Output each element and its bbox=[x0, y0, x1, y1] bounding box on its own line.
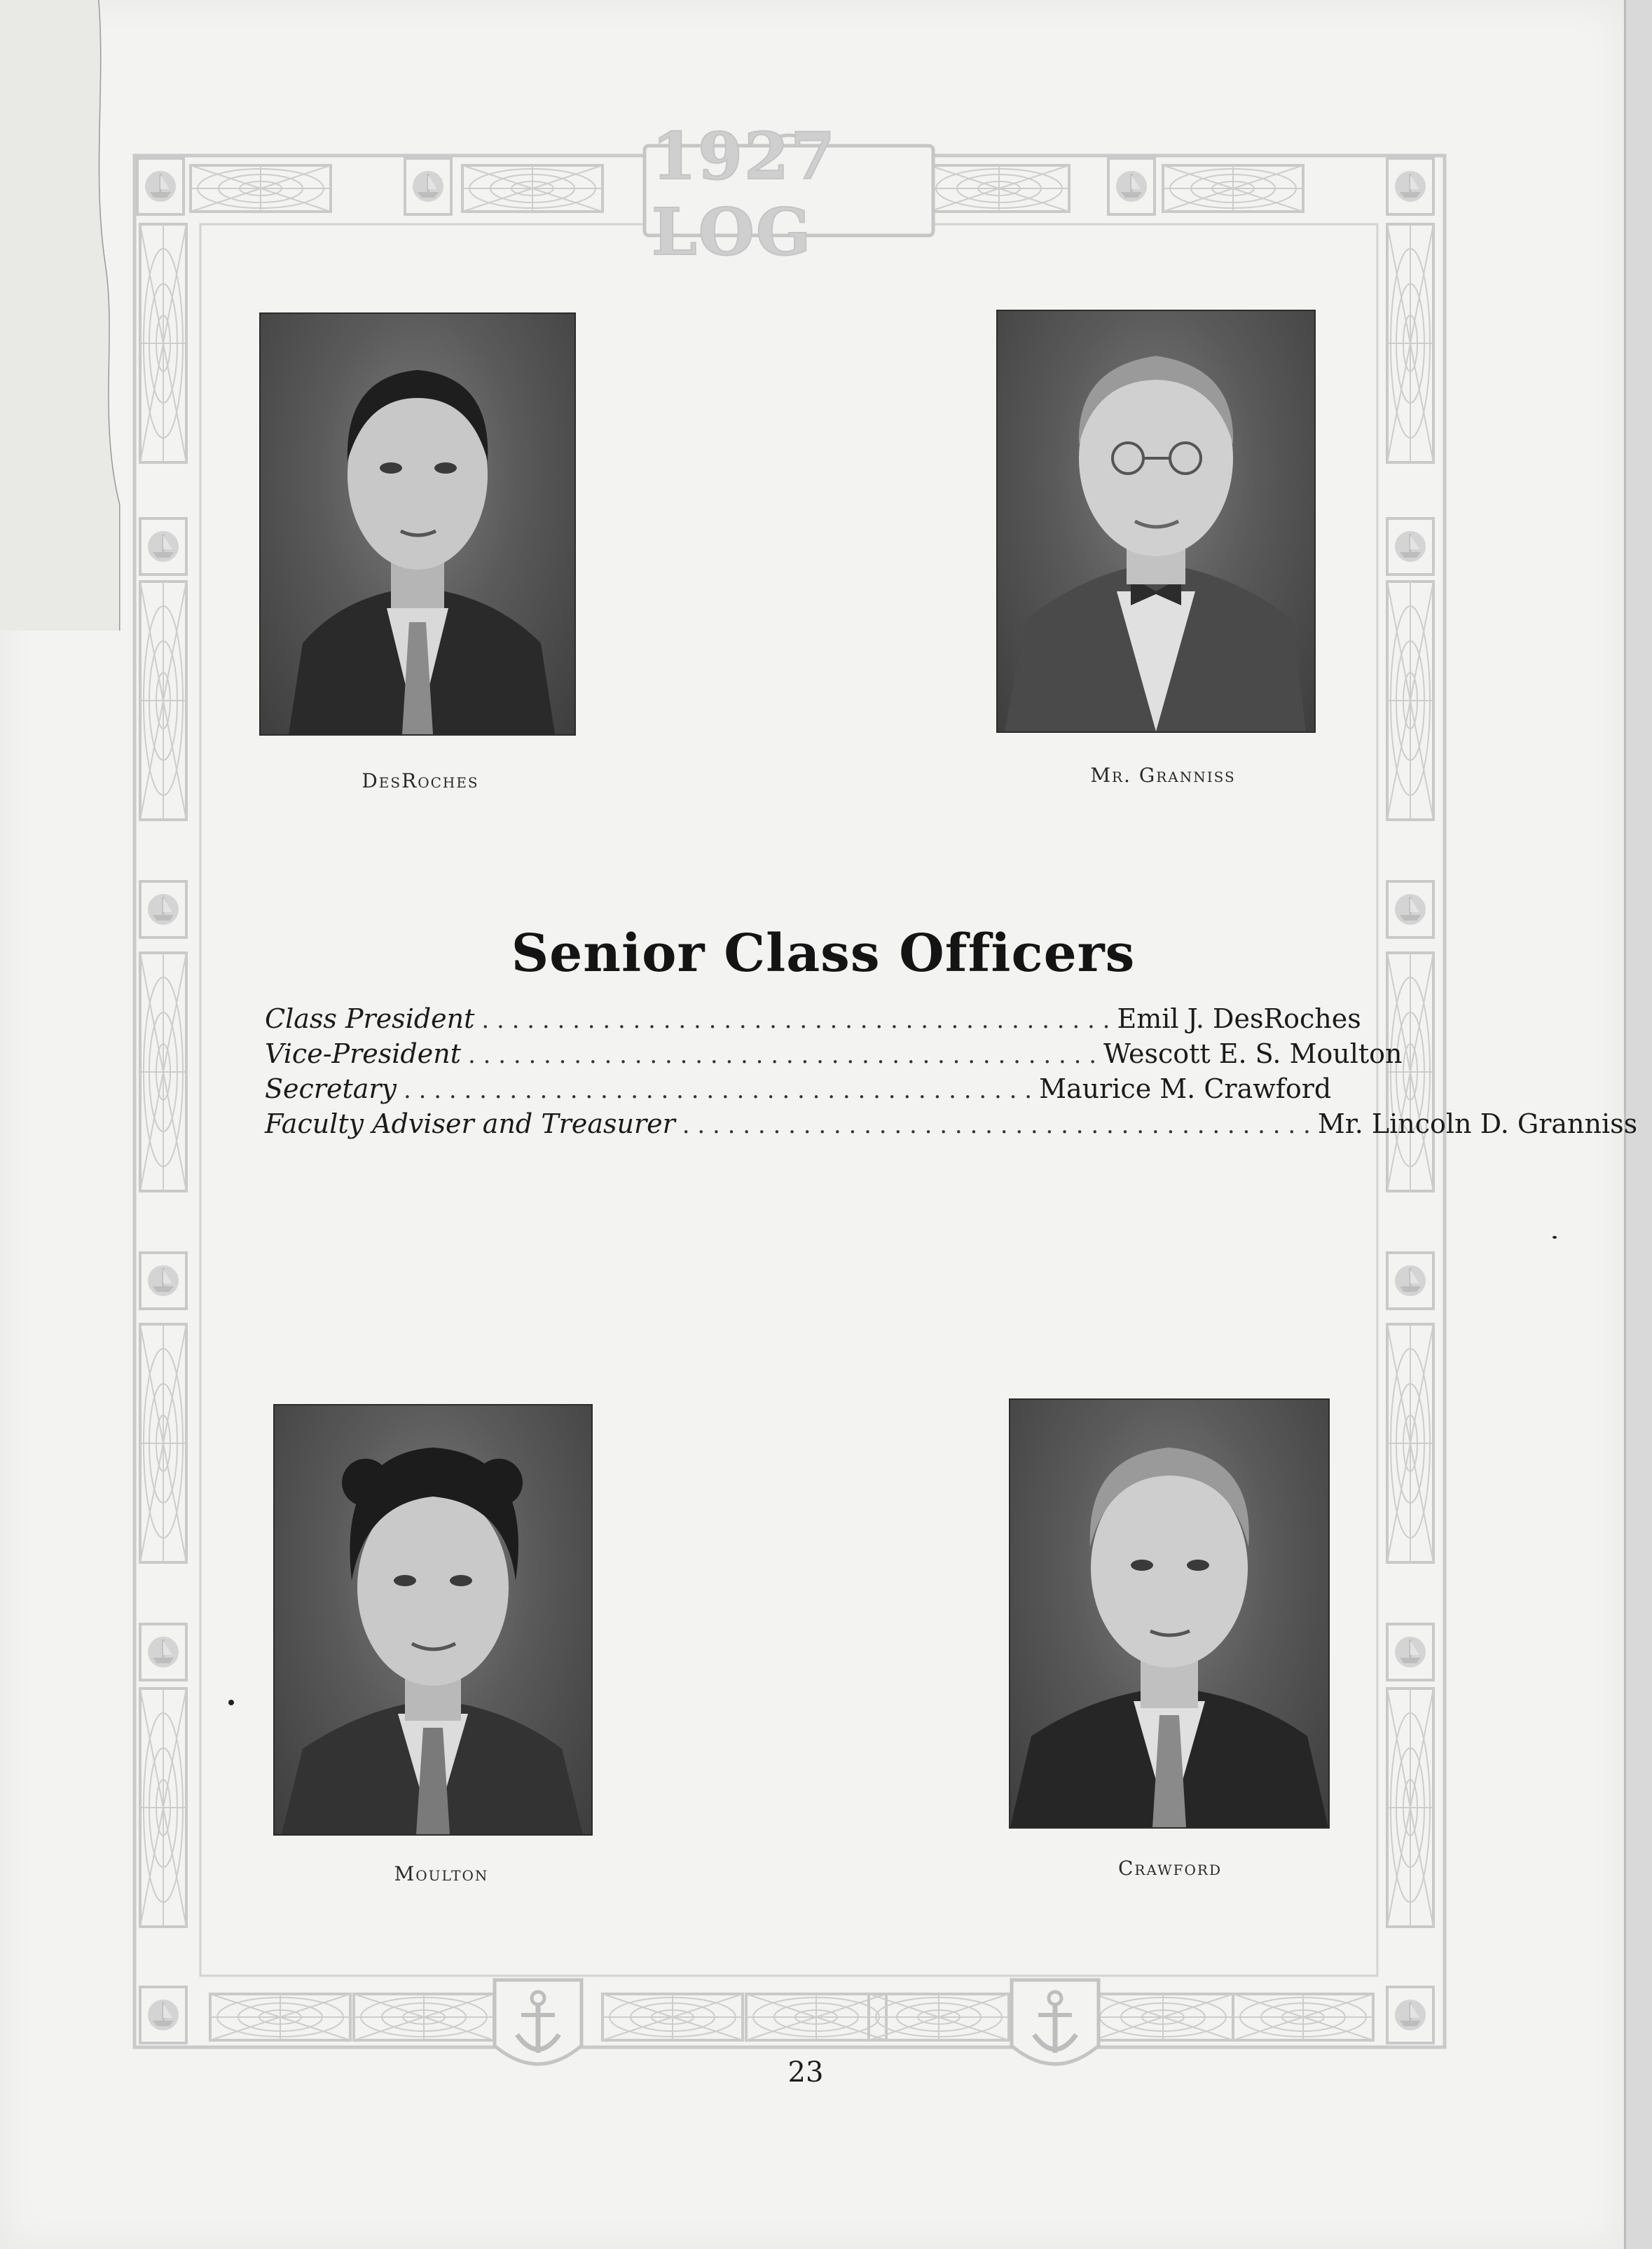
leader-dots: . . . . . . . . . . . . . . . . . . . . . . . . . . . . . . . . . . . . . . . . . . bbox=[404, 1076, 1033, 1104]
section-title: Senior Class Officers bbox=[511, 923, 1136, 984]
officer-role: Secretary bbox=[265, 1073, 397, 1104]
portrait-photo-granniss bbox=[996, 310, 1316, 733]
officer-role: Vice-President bbox=[265, 1038, 461, 1069]
leader-dots: . . . . . . . . . . . . . . . . . . . . . . . . . . . . . . . . . . . . . . . . . . bbox=[682, 1111, 1311, 1139]
officer-role: Faculty Adviser and Treasurer bbox=[265, 1108, 675, 1139]
leader-dots: . . . . . . . . . . . . . . . . . . . . . . . . . . . . . . . . . . . . . . . . . . bbox=[481, 1006, 1110, 1034]
print-speck bbox=[1553, 1236, 1557, 1239]
yearbook-header-title: 1927 LOG bbox=[652, 118, 837, 270]
officer-name: Mr. Lincoln D. Granniss bbox=[1317, 1108, 1638, 1139]
officer-row bbox=[265, 1108, 1638, 1143]
caption-crawford: Crawford bbox=[1117, 1857, 1223, 1880]
officer-row bbox=[265, 1038, 1403, 1073]
officers-list bbox=[265, 1003, 1638, 1143]
anchor-shield-left-icon bbox=[495, 1980, 581, 2064]
portrait-photo-crawford bbox=[1009, 1398, 1330, 1829]
page-number: 23 bbox=[787, 2056, 824, 2089]
print-speck bbox=[228, 1700, 234, 1705]
officer-row bbox=[265, 1003, 1361, 1038]
officer-name: Wescott E. S. Moulton bbox=[1103, 1038, 1403, 1069]
officer-row bbox=[265, 1073, 1332, 1108]
leader-dots: . . . . . . . . . . . . . . . . . . . . . . . . . . . . . . . . . . . . . . . . . . bbox=[467, 1041, 1097, 1069]
portrait-photo-moulton bbox=[273, 1404, 593, 1836]
officer-role: Class President bbox=[265, 1003, 475, 1034]
caption-granniss: Mr. Granniss bbox=[1090, 764, 1236, 787]
officer-name: Emil J. DesRoches bbox=[1117, 1003, 1361, 1034]
portrait-photo-desroches bbox=[259, 312, 576, 736]
caption-desroches: DesRoches bbox=[362, 769, 479, 792]
anchor-shield-right-icon bbox=[1012, 1980, 1099, 2064]
officer-name: Maurice M. Crawford bbox=[1039, 1073, 1332, 1104]
caption-moulton: Moulton bbox=[394, 1862, 489, 1885]
